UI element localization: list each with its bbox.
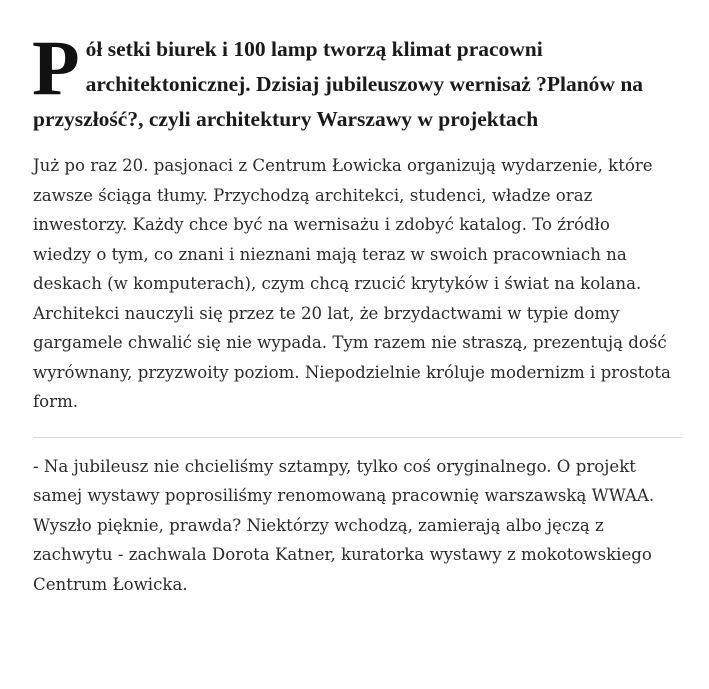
paragraph-divider [33,437,683,438]
lead-text: ół setki biurek i 100 lamp tworzą klimat pracowni architektonicznej. Dzisiaj jubileuszowy wernisaż ?Planów na przyszłość?, czyli architektury Warszawy w projektach [33,37,644,131]
article-lead [32,24,673,137]
article-quote-paragraph: - Na jubileusz nie chcieliśmy sztampy, tylko coś oryginalnego. O projekt samej wystawy poprosiliśmy renomowaną pracownię warszawską WWAA. Wyszło pięknie, prawda? Niektórzy wchodzą, zamierają albo jęczą z zachwytu - zachwala Dorota Katner, kuratorka wystawy z mokotowskiego Centrum Łowicka. [33,456,655,594]
article [32,24,683,599]
drop-cap: P [32,24,80,111]
article-paragraph: Już po raz 20. pasjonaci z Centrum Łowicka organizują wydarzenie, które zawsze ściąga tłumy. Przychodzą architekci, studenci, władze oraz inwestorzy. Każdy chce być na wernisażu i zdobyć katalog. To źródło wiedzy o tym, co znani i nieznani mają teraz w swoich pracowniach na deskach (w komputerach), czym chcą rzucić krytyków i świat na kolana. Architekci nauczyli się przez te 20 lat, że brzydactwami w typie domy gargamele chwalić się nie wypada. Tym razem nie straszą, prezentują dość wyrównany, przyzwoity poziom. Niepodzielnie króluje modernizm i prostota form. [33,156,671,411]
